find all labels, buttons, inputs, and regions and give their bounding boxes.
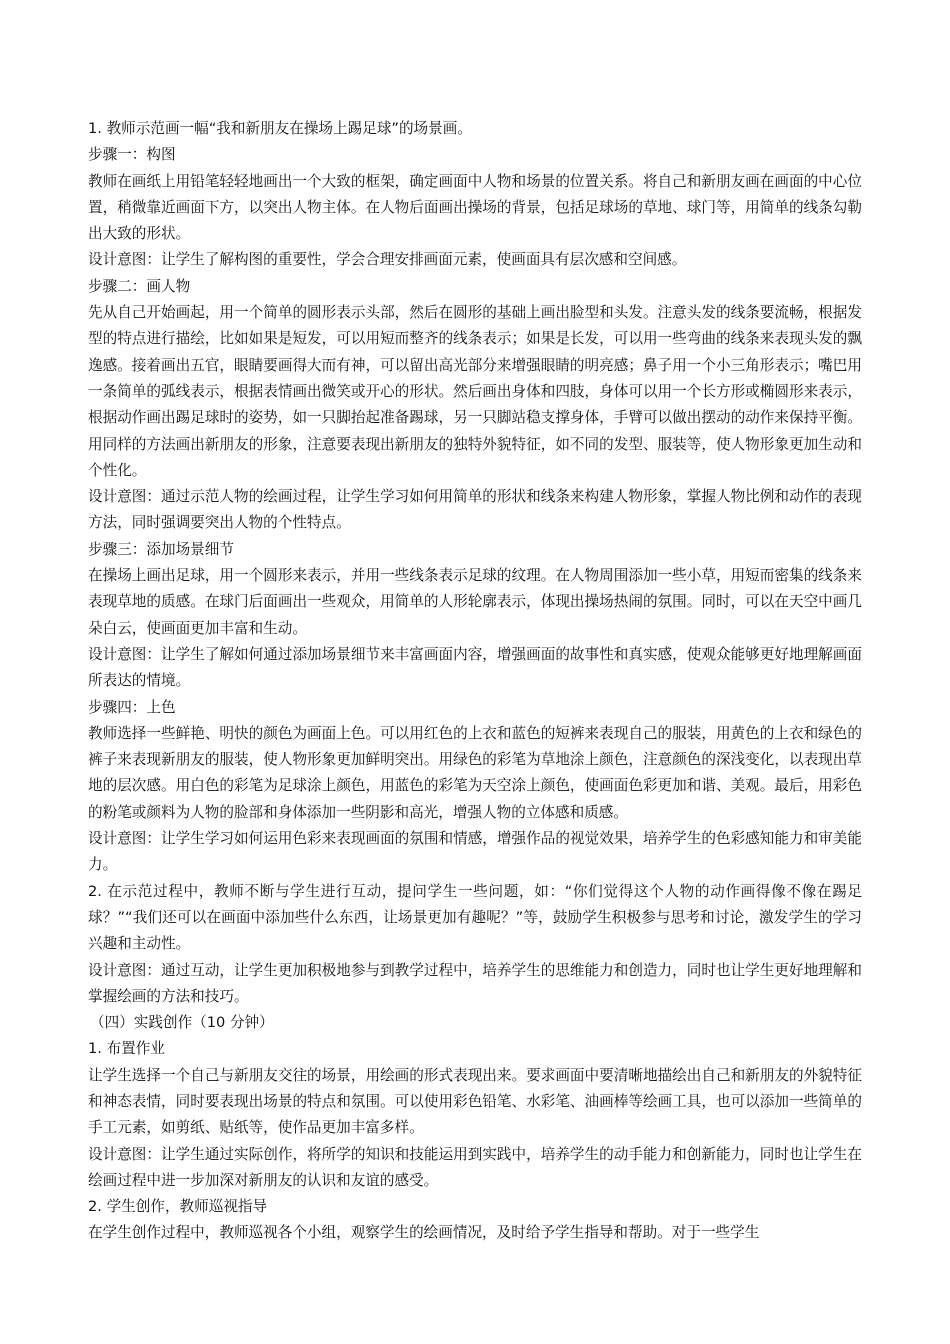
interaction-text: 2. 在示范过程中，教师不断与学生进行互动，提问学生一些问题，如：“你们觉得这个人物的动作画得像不像在踢足球？”“我们还可以在画面中添加些什么东西，让场景更加有趣呢？”等，鼓励学生积极参与思考和讨论，激发学生的学习兴趣和主动性。 [88, 882, 862, 953]
interaction-intent: 设计意图：通过互动，让学生更加积极地参与到教学过程中，培养学生的思维能力和创造力，同时也让学生更好地理解和掌握绘画的方法和技巧。 [88, 961, 862, 1005]
step-two-text: 先从自己开始画起，用一个简单的圆形表示头部，然后在圆形的基础上画出脸型和头发。注意头发的线条要流畅，根据发型的特点进行描绘，比如如果是短发，可以用短而整齐的线条表示；如果是长发，可以用一些弯曲的线条来表现头发的飘逸感。接着画出五官，眼睛要画得大而有神，可以留出高光部分来增强眼睛的明亮感；鼻子用一个小三角形表示；嘴巴用一条简单的弧线表示，根据表情画出微笑或开心的形状。然后画出身体和四肢，身体可以用一个长方形或椭圆形来表示，根据动作画出踢足球时的姿势，如一只脚抬起准备踢球，另一只脚站稳支撑身体，手臂可以做出摆动的动作来保持平衡。用同样的方法画出新朋友的形象，注意要表现出新朋友的独特外貌特征，如不同的发型、服装等，使人物形象更加生动和个性化。 [88, 304, 862, 479]
step-three-intent: 设计意图：让学生了解如何通过添加场景细节来丰富画面内容，增强画面的故事性和真实感，使观众能够更好地理解画面所表达的情境。 [88, 645, 862, 690]
assignment-text: 让学生选择一个自己与新朋友交往的场景，用绘画的形式表现出来。要求画面中要清晰地描绘出自己和新朋友的外貌特征和神态表情，同时要表现出场景的特点和氛围。可以使用彩色铅笔、水彩笔、油画棒等绘画工具，也可以添加一些简单的手工元素，如剪纸、贴纸等，使作品更加丰富多样。 [88, 1066, 862, 1137]
demo-heading: 1. 教师示范画一幅“我和新朋友在操场上踢足球”的场景画。 [88, 120, 472, 137]
step-one-title: 步骤一：构图 [88, 146, 176, 164]
step-three-title: 步骤三：添加场景细节 [88, 540, 234, 558]
step-one-text: 教师在画纸上用铅笔轻轻地画出一个大致的框架，确定画面中人物和场景的位置关系。将自己和新朋友画在画面的中心位置，稍微靠近画面下方，以突出人物主体。在人物后面画出操场的背景，包括足球场的草地、球门等，用简单的线条勾勒出大致的形状。 [88, 172, 862, 243]
step-three-text: 在操场上画出足球，用一个圆形来表示，并用一些线条表示足球的纹理。在人物周围添加一些小草，用短而密集的线条来表现草地的质感。在球门后面画出一些观众，用简单的人形轮廓表示，体现出操场热闹的氛围。同时，可以在天空中画几朵白云，使画面更加丰富和生动。 [88, 567, 862, 637]
assignment-heading: 1. 布置作业 [88, 1040, 165, 1058]
step-two-intent: 设计意图：通过示范人物的绘画过程，让学生学习如何用简单的形状和线条来构建人物形象，掌握人物比例和动作的表现方法，同时强调要突出人物的个性特点。 [88, 488, 862, 532]
creation-text: 在学生创作过程中，教师巡视各个小组，观察学生的绘画情况，及时给予学生指导和帮助。对于一些学生 [88, 1224, 760, 1242]
step-four-text: 教师选择一些鲜艳、明快的颜色为画面上色。可以用红色的上衣和蓝色的短裤来表现自己的服装，用黄色的上衣和绿色的裤子来表现新朋友的服装，使人物形象更加鲜明突出。用绿色的彩笔为草地涂上颜色，注意颜色的深浅变化，以表现出草地的层次感。用白色的彩笔为足球涂上颜色，用蓝色的彩笔为天空涂上颜色，使画面色彩更加和谐、美观。最后，用彩色的粉笔或颜料为人物的脸部和身体添加一些阴影和高光，增强人物的立体感和质感。 [88, 724, 862, 821]
document-body [88, 116, 862, 1247]
assignment-intent: 设计意图：让学生通过实际创作，将所学的知识和技能运用到实践中，培养学生的动手能力和创新能力，同时也让学生在绘画过程中进一步加深对新朋友的认识和友谊的感受。 [88, 1145, 862, 1189]
section-four-heading: （四）实践创作（10 分钟） [90, 1014, 274, 1032]
step-four-title: 步骤四：上色 [88, 698, 176, 716]
step-two-title: 步骤二：画人物 [88, 277, 191, 295]
step-one-intent: 设计意图：让学生了解构图的重要性，学会合理安排画面元素，使画面具有层次感和空间感。 [88, 251, 687, 269]
creation-heading: 2. 学生创作，教师巡视指导 [88, 1198, 268, 1216]
step-four-intent: 设计意图：让学生学习如何运用色彩来表现画面的氛围和情感，增强作品的视觉效果，培养学生的色彩感知能力和审美能力。 [88, 830, 862, 874]
